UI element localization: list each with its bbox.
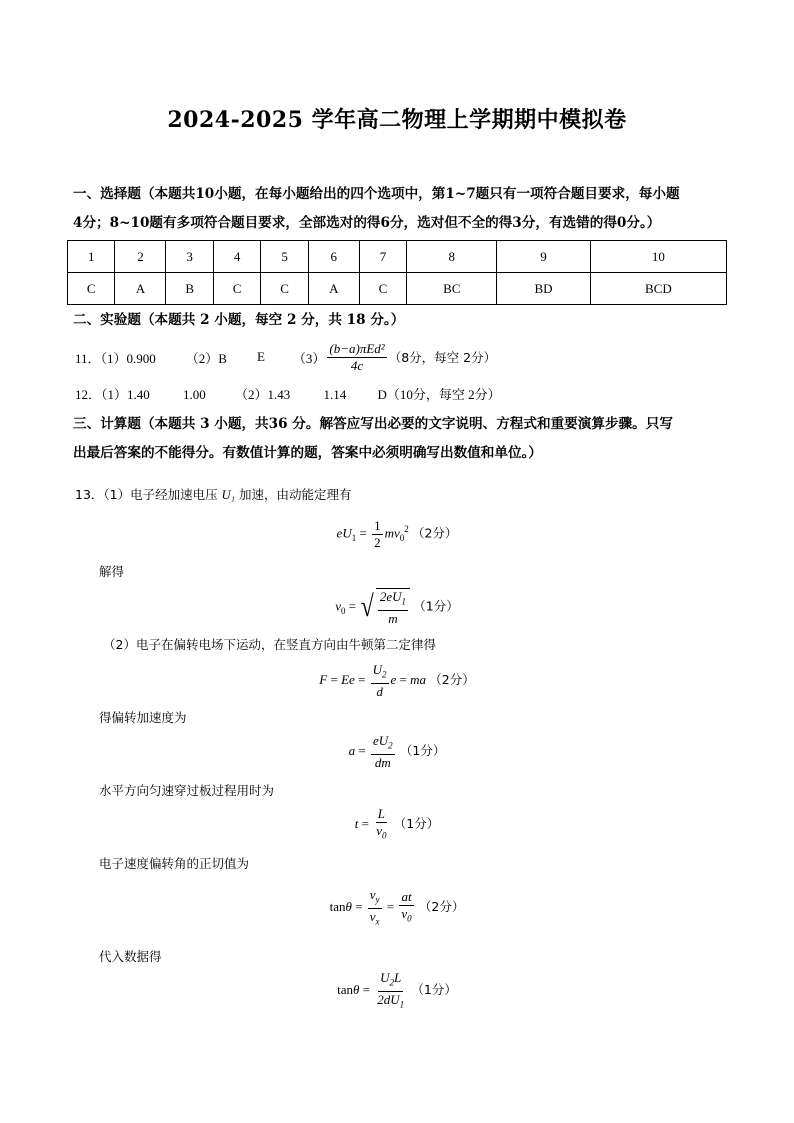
answer-table-answer-row [68, 273, 727, 305]
table-cell: C [68, 273, 115, 305]
tan-text: 电子速度偏转角的正切值为 [99, 856, 250, 871]
q12-part-c: （2）1.43 [235, 387, 291, 402]
eq5-score: （1分） [393, 815, 440, 831]
equation-tan-result: tanθ = $\frac{U_2L}{2dU_1}$ （1分） [337, 970, 457, 1010]
eq1-score: （2分） [411, 525, 458, 541]
table-cell: C [359, 273, 406, 305]
eq6-score: （2分） [418, 899, 465, 915]
section3-heading [73, 410, 728, 468]
table-cell: 2 [115, 241, 166, 273]
q13-part2-text: （2）电子在偏转电场下运动，在竖直方向由牛顿第二定律得 [103, 637, 436, 652]
q11-part3: （3） [292, 350, 326, 366]
section3-line1: 三、计算题（本题共 3 小题，共36 分。解答应写出必要的文字说明、方程式和重要演算步骤。只写 [73, 416, 673, 432]
table-cell: 3 [166, 241, 213, 273]
section2-heading: 二、实验题（本题共 2 小题，每空 2 分，共 18 分。） [73, 312, 405, 328]
equation-tan: tanθ = $\frac{v_y}{v_x}$ = $\frac{at}{v_0}$ （2分） [329, 887, 465, 927]
eq3-score: （2分） [429, 671, 475, 687]
table-cell: BD [497, 273, 591, 305]
table-cell: 9 [497, 241, 591, 273]
eq2-score: （1分） [413, 598, 459, 614]
table-cell: B [166, 273, 213, 305]
eq4-score: （1分） [399, 742, 446, 758]
table-cell: BC [407, 273, 497, 305]
equation-force: F = Ee = $\frac{U_2}{d}$ e = ma （2分） [319, 662, 475, 699]
equation-energy: $eU_1$ = $\frac{1}{2}$ $mv_0^2$ （2分） [336, 518, 458, 550]
answer-table-number-row [68, 241, 727, 273]
section1-heading [73, 180, 728, 238]
q11-answer [75, 340, 496, 374]
q11-part2: （2）B [185, 350, 227, 366]
table-cell: 6 [308, 241, 359, 273]
jiede-text: 解得 [99, 564, 125, 579]
q13-intro-a: 13．（1）电子经加速电压 [75, 487, 218, 502]
equation-acceleration: a = $\frac{eU_2}{dm}$ （1分） [348, 733, 446, 770]
q11-part1: 11．（1）0.900 [75, 350, 156, 366]
table-cell: 4 [213, 241, 260, 273]
eq7-score: （1分） [411, 982, 457, 998]
equation-velocity: $v_0$ = √ $\frac{2eU_1}{m}$ （1分） [335, 589, 459, 626]
table-cell: 7 [359, 241, 406, 273]
q12-answer [75, 384, 501, 403]
q11-fraction-denominator: 4c [350, 357, 364, 373]
q12-part-e: D（10分，每空 2分） [377, 387, 501, 402]
q12-part-b: 1.00 [183, 387, 206, 402]
table-cell: A [115, 273, 166, 305]
section3-line2: 出最后答案的不能得分。有数值计算的题，答案中必须明确写出数值和单位。） [73, 445, 542, 461]
answer-table [67, 240, 727, 305]
table-cell: C [213, 273, 260, 305]
table-cell: BCD [590, 273, 726, 305]
equation-time: t = $\frac{L}{v_0}$ （1分） [354, 806, 440, 841]
table-cell: 8 [407, 241, 497, 273]
q13-intro-b: 加速，由动能定理有 [238, 487, 352, 502]
sub-text: 代入数据得 [99, 949, 162, 964]
section1-line2: 4分；8~10题有多项符合题目要求，全部选对的得6分，选对但不全的得3分，有选错的得0分。） [73, 215, 661, 231]
q12-part-a: 12．（1）1.40 [75, 387, 150, 402]
horiz-text: 水平方向匀速穿过板过程用时为 [99, 783, 275, 798]
table-cell: A [308, 273, 359, 305]
table-cell: 5 [261, 241, 308, 273]
q11-fraction [327, 341, 386, 374]
table-cell: 1 [68, 241, 115, 273]
table-cell: C [261, 273, 308, 305]
q13-intro-var: U₁ [221, 488, 235, 502]
accel-text: 得偏转加速度为 [99, 710, 187, 725]
q11-score: （8分，每空 2分） [388, 350, 497, 365]
table-cell: 10 [590, 241, 726, 273]
section1-line1: 一、选择题（本题共10小题，在每小题给出的四个选项中，第1~7题只有一项符合题目要求，每小题 [73, 186, 680, 202]
q13-intro [75, 485, 351, 503]
q11-part2b: E [256, 349, 265, 364]
page-title: 2024-2025 学年高二物理上学期期中模拟卷 [167, 107, 627, 133]
q11-fraction-numerator: (b−a)πEd² [329, 340, 385, 356]
q12-part-d: 1.14 [323, 387, 347, 402]
